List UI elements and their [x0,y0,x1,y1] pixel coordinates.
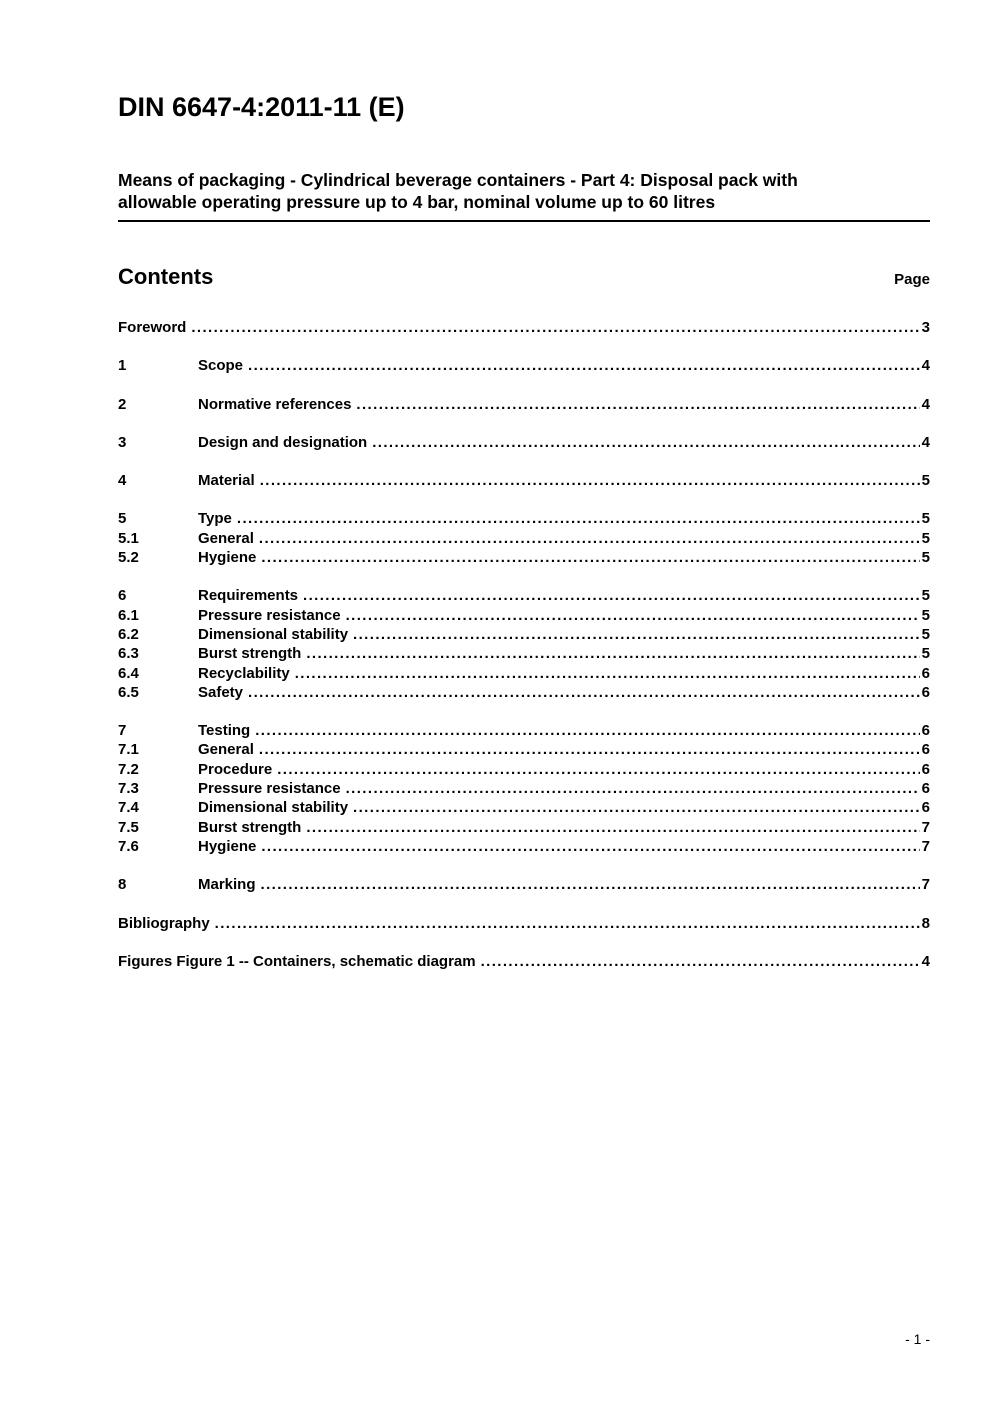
toc-entry-title: Procedure [198,760,273,778]
toc-dot-leader [248,683,920,702]
toc-entry [118,433,930,452]
toc-entry [118,625,930,644]
toc-entry-number: 3 [118,433,127,451]
toc-entry-number: 5.2 [118,549,139,567]
toc-dot-leader [346,779,920,798]
toc-entry-number: 7 [118,722,127,740]
contents-header-row [118,264,930,290]
toc-dot-leader [255,721,919,740]
toc-entry-page: 6 [921,664,930,682]
toc-dot-leader [261,548,919,567]
toc-entry-number: 6 [118,587,127,605]
toc-entry-page: 5 [921,625,930,643]
toc-entry-number: 5.1 [118,529,139,547]
toc-dot-leader [353,625,920,644]
toc-entry [118,318,930,337]
toc-entry-title: Testing [198,722,251,740]
toc-entry-title: Burst strength [198,818,302,836]
toc-entry-title: Dimensional stability [198,799,349,817]
toc-entry [118,356,930,375]
toc-entry-title: Scope [198,357,244,375]
toc-entry [118,606,930,625]
toc-dot-leader [191,318,919,337]
toc-entry [118,529,930,548]
toc-entry-title: General [198,741,254,759]
document-title-line1: Means of packaging - Cylindrical beverage containers - Part 4: Disposal pack with [118,170,798,190]
toc-entry-number: 7.2 [118,760,139,778]
toc-entry-number: 7.5 [118,818,139,836]
toc-entry-title: Safety [198,683,244,701]
contents-heading: Contents [118,264,214,289]
toc-entry-page: 5 [921,606,930,624]
toc-entry [118,837,930,856]
title-divider-rule [118,220,930,222]
table-of-contents [118,318,930,971]
toc-dot-leader [353,798,920,817]
toc-entry-page: 7 [921,876,930,894]
toc-entry-number: 6.2 [118,625,139,643]
toc-entry [118,779,930,798]
toc-entry [118,548,930,567]
toc-entry-title: Figures Figure 1 -- Containers, schematic diagram [118,952,476,970]
toc-entry-page: 6 [921,722,930,740]
toc-entry-page: 5 [921,472,930,490]
toc-entry-page: 7 [921,818,930,836]
toc-entry-page: 3 [921,319,930,336]
toc-entry-number: 6.1 [118,606,139,624]
toc-entry-page: 7 [921,837,930,855]
toc-entry [118,721,930,740]
toc-entry-page: 5 [921,529,930,547]
toc-entry-page: 6 [921,760,930,778]
toc-entry-page: 6 [921,741,930,759]
toc-entry [118,740,930,759]
document-title-line2: allowable operating pressure up to 4 bar, nominal volume up to 60 litres [118,191,716,212]
toc-entry-page: 6 [921,780,930,798]
toc-entry [118,798,930,817]
toc-entry [118,914,930,933]
toc-entry [118,586,930,605]
toc-entry-number: 6.5 [118,683,139,701]
toc-entry-page: 5 [921,510,930,528]
toc-dot-leader [259,740,920,759]
toc-entry-number: 2 [118,395,127,413]
document-code: DIN 6647-4:2011-11 (E) [118,92,405,122]
toc-entry-number: 6.4 [118,664,139,682]
toc-entry-page: 4 [921,433,930,451]
toc-entry [118,664,930,683]
toc-entry-number: 5 [118,510,127,528]
toc-entry [118,395,930,414]
toc-entry-number: 7.6 [118,837,139,855]
toc-entry-number: 7.3 [118,780,139,798]
toc-entry-title: General [198,529,254,547]
toc-entry-title: Pressure resistance [198,780,341,798]
toc-dot-leader [277,760,919,779]
toc-dot-leader [306,644,919,663]
toc-entry-page: 5 [921,645,930,663]
toc-entry [118,471,930,490]
toc-entry-page: 4 [921,357,930,375]
toc-entry-title: Hygiene [198,549,257,567]
toc-entry [118,818,930,837]
toc-dot-leader [261,837,919,856]
toc-dot-leader [481,952,920,971]
toc-entry-title: Burst strength [198,645,302,663]
toc-dot-leader [346,606,920,625]
toc-entry-number: 1 [118,357,127,375]
page-column-label: Page [894,271,930,288]
toc-entry-number: 4 [118,472,127,490]
toc-dot-leader [259,529,920,548]
toc-entry [118,644,930,663]
toc-entry-page: 4 [921,952,930,970]
toc-dot-leader [303,586,920,605]
toc-dot-leader [215,914,920,933]
toc-entry-page: 8 [921,914,930,932]
page-number-footer: - 1 - [905,1331,930,1347]
toc-entry-number: 8 [118,876,127,894]
toc-entry-number: 7.1 [118,741,139,759]
toc-dot-leader [248,356,920,375]
toc-dot-leader [295,664,920,683]
toc-dot-leader [260,471,920,490]
toc-dot-leader [306,818,919,837]
toc-entry [118,760,930,779]
toc-dot-leader [237,509,920,528]
toc-entry-page: 6 [921,683,930,701]
document-title [118,170,930,213]
toc-entry-number: 7.4 [118,799,139,817]
toc-entry-page: 6 [921,799,930,817]
toc-entry [118,509,930,528]
toc-entry [118,875,930,894]
toc-dot-leader [261,875,920,894]
toc-entry-title: Design and designation [198,433,368,451]
toc-entry-title: Dimensional stability [198,625,349,643]
toc-entry-title: Foreword [118,319,187,336]
toc-entry-title: Bibliography [118,914,210,932]
toc-dot-leader [372,433,919,452]
toc-entry-title: Recyclability [198,664,290,682]
toc-entry-title: Requirements [198,587,299,605]
toc-dot-leader [356,395,919,414]
toc-entry-title: Marking [198,876,256,894]
toc-entry [118,683,930,702]
toc-entry-title: Pressure resistance [198,606,341,624]
toc-entry [118,952,930,971]
toc-entry-title: Normative references [198,395,352,413]
toc-entry-title: Material [198,472,255,490]
toc-entry-title: Type [198,510,232,528]
toc-entry-number: 6.3 [118,645,139,663]
toc-entry-title: Hygiene [198,837,257,855]
toc-entry-page: 5 [921,587,930,605]
toc-entry-page: 5 [921,549,930,567]
toc-entry-page: 4 [921,395,930,413]
